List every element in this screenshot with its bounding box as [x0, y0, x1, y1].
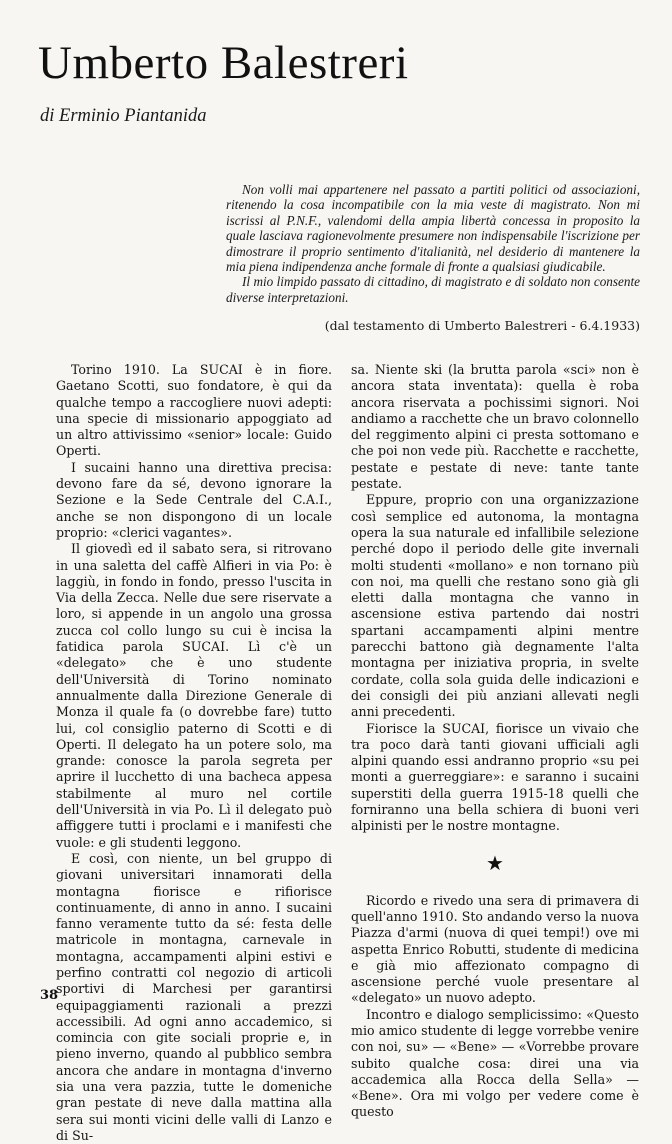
epigraph-paragraph: Il mio limpido passato di cittadino, di magistrato e di soldato non consente diverse interpretazioni.: [226, 274, 640, 305]
body-column-right: [351, 362, 639, 1121]
body-paragraph: E così, con niente, un bel gruppo di giovani universitari innamorati della montagna fiorisce e rifiorisce continuamente, di anno in anno. I sucaini fanno veramente tutto da sé: festa delle matricole in montagna, carnevale in montagna, accampamenti alpini estivi e perfino contratti col negozio di articoli sportivi di Marchesi per garantirsi equipaggiamenti razionali a prezzi accessibili. Ad ogni anno accademico, si comincia con gite sociali proprie e, in pieno inverno, quando al pubblico sembra ancora che andare in montagna d'inverno sia una vera pazzia, tutte le domeniche gran pestate di neve dalla mattina alla sera sui monti vicini delle valli di Lanzo e di Su-: [56, 850, 332, 1143]
article-title: Umberto Balestreri: [38, 37, 409, 89]
body-paragraph: sa. Niente ski (la brutta parola «sci» non è ancora stata inventata): quella è roba ancora riservata a pochissimi signori. Noi andiamo a racchette che un bravo colonnello del reggimento alpini ci presta sottomano e che poi non vede più. Racchette e racchette, pestate e pestate di neve: tante tante pestate.: [351, 362, 639, 492]
body-paragraph: Incontro e dialogo semplicissimo: «Questo mio amico studente di legge vorrebbe venire con noi, su» — «Bene» — «Vorrebbe provare subito qualche cosa: direi una via accademica alla Rocca della Sella» — «Bene». Ora mi volgo per vedere come è questo: [351, 1006, 639, 1120]
article-byline: di Erminio Piantanida: [40, 106, 207, 126]
body-paragraph: Torino 1910. La SUCAI è in fiore. Gaetano Scotti, suo fondatore, è qui da qualche tempo a raccogliere nuovi adepti: una specie di missionario appoggiato ad un altro attivissimo «senior» locale: Guido Operti.: [56, 362, 332, 459]
body-paragraph: Eppure, proprio con una organizzazione così semplice ed autonoma, la montagna opera la sua naturale ed infallibile selezione perché dopo il periodo delle gite invernali molti studenti «mollano» e non tornano più con noi, ma quelli che restano sono già gli eletti dalla montagna che vanno in ascensione estiva partendo dai nostri spartani accampamenti alpini mentre parecchi battono già degnamente l'alta montagna per iniziativa propria, in svelte cordate, colla sola guida delle indicazioni e dei consigli dei più anziani allevati negli anni precedenti.: [351, 492, 639, 720]
body-paragraph: Ricordo e rivedo una sera di primavera di quell'anno 1910. Sto andando verso la nuova Piazza d'armi (nuova di quei tempi!) ove mi aspetta Enrico Robutti, studente di medicina e già mio affezionato compagno di ascensione perché vuole presentare al «delegato» un nuovo adepto.: [351, 892, 639, 1006]
body-paragraph: I sucaini hanno una direttiva precisa: devono fare da sé, devono ignorare la Sezione e la Sede Centrale del C.A.I., anche se non dispongono di un locale proprio: «clerici vagantes».: [56, 459, 332, 540]
body-column-left: [56, 362, 332, 1144]
epigraph-source: (dal testamento di Umberto Balestreri - 6.4.1933): [324, 318, 640, 333]
epigraph: [226, 182, 640, 305]
epigraph-paragraph: Non volli mai appartenere nel passato a partiti politici od associazioni, ritenendo la cosa incompatibile con la mia veste di magistrato. Non mi iscrissi al P.N.F., valendomi della ampia libertà concessa in proposito la quale lasciava ragionevolmente presumere non indispensabile l'iscrizione per dimostrare il proprio sentimento d'italianità, nel desiderio di mantenere la mia piena indipendenza anche formale di fronte a qualsiasi giudicabile.: [226, 182, 640, 275]
page-number: 38: [40, 988, 59, 1003]
body-paragraph: Il giovedì ed il sabato sera, si ritrovano in una saletta del caffè Alfieri in via Po: è laggiù, in fondo in fondo, presso l'uscita in Via della Zecca. Nelle due sere riservate a loro, si appende in un angolo una grossa zucca col collo lungo su cui è incisa la fatidica parola SUCAI. Lì c'è un «delegato» che è uno studente dell'Università di Torino nominato annualmente dalla Direzione Generale di Monza il quale fa (o dovrebbe fare) tutto lui, col consiglio paterno di Scotti e di Operti. Il delegato ha un potere solo, ma grande: conosce la parola segreta per aprire il lucchetto di una bacheca appesa stabilmente al muro nel cortile dell'Università in via Po. Lì il delegato può affiggere tutti i proclami e i manifesti che vuole: e gli studenti leggono.: [56, 541, 332, 850]
body-paragraph: Fiorisce la SUCAI, fiorisce un vivaio che tra poco darà tanti giovani ufficiali agli alpini quando essi andranno proprio «su pei monti a guerreggiare»: e saranno i sucaini superstiti della guerra 1915-18 quelli che forniranno una bella schiera di buoni veri alpinisti per le nostre montagne.: [351, 720, 639, 834]
section-separator-star-icon: ★: [486, 850, 504, 875]
